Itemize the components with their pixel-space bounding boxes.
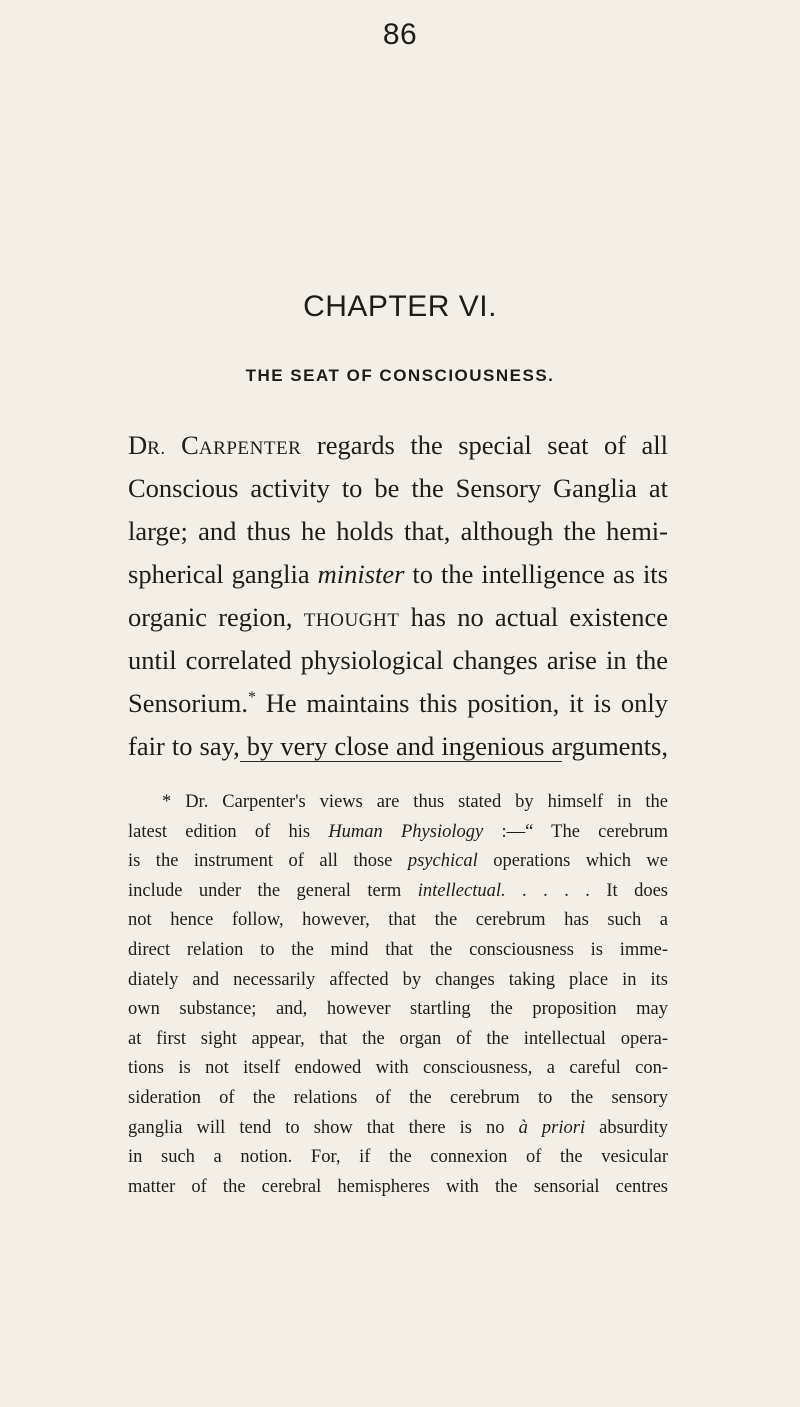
- text-line: Sensorium.* He maintains this position, it is only: [128, 688, 668, 718]
- text-line: include under the general term intellectual. . . . . It does: [128, 880, 668, 901]
- page-number: 86: [382, 18, 418, 51]
- text-line: latest edition of his Human Physiology :—“ The cerebrum: [128, 821, 668, 842]
- footnote-divider: [240, 761, 562, 762]
- italic-text: intellectual.: [417, 880, 506, 901]
- text-line: not hence follow, however, that the cerebrum has such a: [128, 910, 668, 931]
- small-caps-text: DR. CARPENTER: [128, 430, 302, 460]
- small-caps-text: THOUGHT: [303, 610, 400, 631]
- footnote-marker: *: [162, 792, 172, 812]
- text-line: spherical ganglia minister to the intelligence as its: [128, 559, 668, 589]
- footnote: [128, 788, 668, 1202]
- text-line: at first sight appear, that the organ of the intellectual opera-: [128, 1028, 668, 1049]
- text-line: tions is not itself endowed with consciousness, a careful con-: [128, 1058, 668, 1079]
- chapter-title: CHAPTER VI.: [303, 290, 497, 323]
- text-line: until correlated physiological changes arise in the: [128, 645, 668, 675]
- text-line: large; and thus he holds that, although the hemi-: [128, 516, 668, 546]
- text-line: Conscious activity to be the Sensory Ganglia at: [128, 473, 668, 503]
- main-paragraph: [128, 424, 668, 768]
- italic-text: psychical: [407, 851, 478, 872]
- text-line: ganglia will tend to show that there is no à priori absurdity: [128, 1117, 668, 1138]
- footnote-marker: *: [248, 689, 256, 707]
- text-line: direct relation to the mind that the consciousness is imme-: [128, 939, 668, 960]
- text-line: diately and necessarily affected by changes taking place in its: [128, 969, 668, 990]
- text-line: is the instrument of all those psychical operations which we: [128, 851, 668, 872]
- italic-text: minister: [317, 559, 405, 589]
- text-line: fair to say, by very close and ingenious arguments,: [128, 731, 668, 761]
- text-line: own substance; and, however startling the proposition may: [128, 999, 668, 1020]
- text-line: sideration of the relations of the cerebrum to the sensory: [128, 1087, 668, 1108]
- italic-text: Human Physiology: [328, 821, 484, 842]
- text-line: organic region, THOUGHT has no actual existence: [128, 602, 668, 632]
- italic-text: à priori: [518, 1117, 586, 1138]
- text-line: DR. CARPENTER regards the special seat of all: [128, 430, 668, 460]
- text-line: in such a notion. For, if the connexion of the vesicular: [128, 1147, 668, 1168]
- text-line: matter of the cerebral hemispheres with the sensorial centres: [128, 1176, 668, 1197]
- text-line: * Dr. Carpenter's views are thus stated by himself in the: [162, 792, 668, 812]
- section-title: THE SEAT OF CONSCIOUSNESS.: [245, 366, 555, 385]
